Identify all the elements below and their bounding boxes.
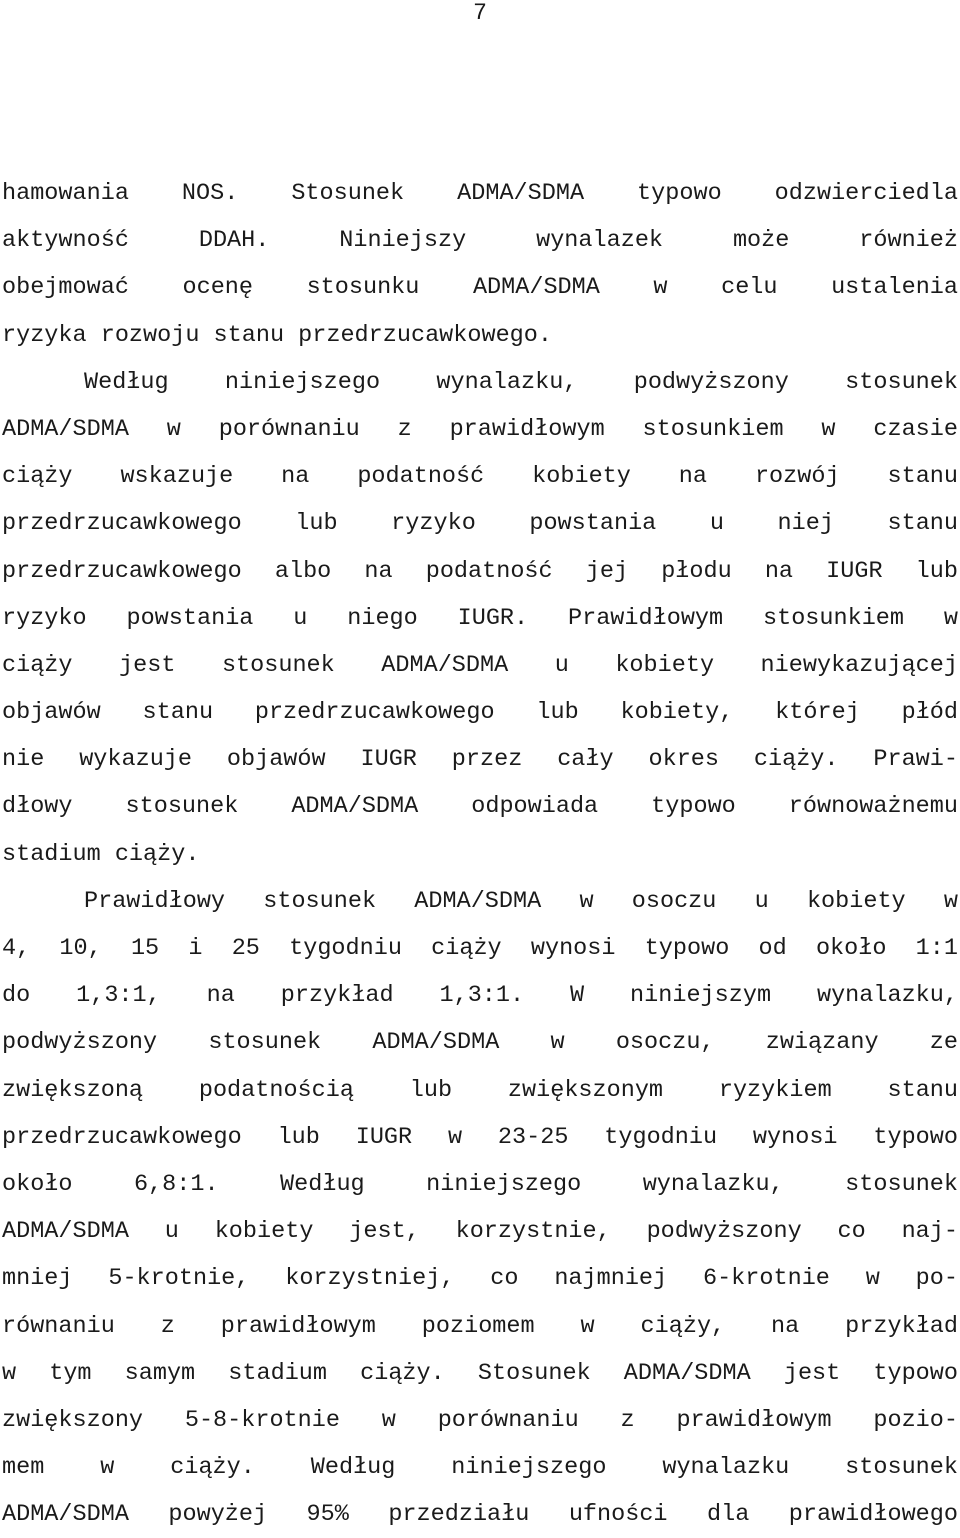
- text-line: około 6,8:1. Według niniejszego wynalazku, stosunek: [2, 1170, 958, 1198]
- text-line: nie wykazuje objawów IUGR przez cały okres ciąży. Prawi-: [2, 746, 958, 774]
- text-line: przedrzucawkowego lub IUGR w 23-25 tygodniu wynosi typowo: [2, 1123, 958, 1151]
- page-number: 7: [473, 0, 487, 26]
- text-line: przedrzucawkowego albo na podatność jej płodu na IUGR lub: [2, 557, 958, 585]
- text-line: zwiększony 5-8-krotnie w porównaniu z prawidłowym pozio-: [2, 1406, 958, 1434]
- text-line: ADMA/SDMA powyżej 95% przedziału ufności dla prawidłowego: [2, 1501, 958, 1529]
- text-line: mniej 5-krotnie, korzystniej, co najmniej 6-krotnie w po-: [2, 1265, 958, 1293]
- text-line: aktywność DDAH. Niniejszy wynalazek może również: [2, 227, 958, 255]
- text-line: dłowy stosunek ADMA/SDMA odpowiada typowo równoważnemu: [2, 793, 958, 821]
- document-body: [2, 170, 958, 1538]
- text-line: ryzyko powstania u niego IUGR. Prawidłowym stosunkiem w: [2, 604, 958, 632]
- text-line: stadium ciąży.: [2, 840, 200, 868]
- text-line: przedrzucawkowego lub ryzyko powstania u niej stanu: [2, 510, 958, 538]
- text-line: Prawidłowy stosunek ADMA/SDMA w osoczu u kobiety w: [84, 887, 958, 915]
- text-line: ryzyka rozwoju stanu przedrzucawkowego.: [2, 321, 552, 349]
- text-line: zwiększoną podatnością lub zwiększonym ryzykiem stanu: [2, 1076, 958, 1104]
- text-line: ADMA/SDMA w porównaniu z prawidłowym stosunkiem w czasie: [2, 415, 958, 443]
- text-line: 4, 10, 15 i 25 tygodniu ciąży wynosi typowo od około 1:1: [2, 935, 958, 962]
- text-line: obejmować ocenę stosunku ADMA/SDMA w celu ustalenia: [2, 274, 958, 302]
- text-line: ADMA/SDMA u kobiety jest, korzystnie, podwyższony co naj-: [2, 1218, 958, 1246]
- text-line: podwyższony stosunek ADMA/SDMA w osoczu, związany ze: [2, 1029, 958, 1057]
- text-line: równaniu z prawidłowym poziomem w ciąży, na przykład: [2, 1312, 958, 1340]
- text-line: mem w ciąży. Według niniejszego wynalazku stosunek: [2, 1454, 958, 1482]
- text-line: hamowania NOS. Stosunek ADMA/SDMA typowo odzwierciedla: [2, 180, 958, 207]
- text-line: ciąży jest stosunek ADMA/SDMA u kobiety niewykazującej: [2, 651, 958, 679]
- text-line: do 1,3:1, na przykład 1,3:1. W niniejszym wynalazku,: [2, 982, 958, 1010]
- text-line: Według niniejszego wynalazku, podwyższony stosunek: [84, 368, 958, 396]
- text-line: w tym samym stadium ciąży. Stosunek ADMA/SDMA jest typowo: [2, 1359, 958, 1387]
- text-line: objawów stanu przedrzucawkowego lub kobiety, której płód: [2, 699, 958, 727]
- text-line: ciąży wskazuje na podatność kobiety na rozwój stanu: [2, 463, 958, 491]
